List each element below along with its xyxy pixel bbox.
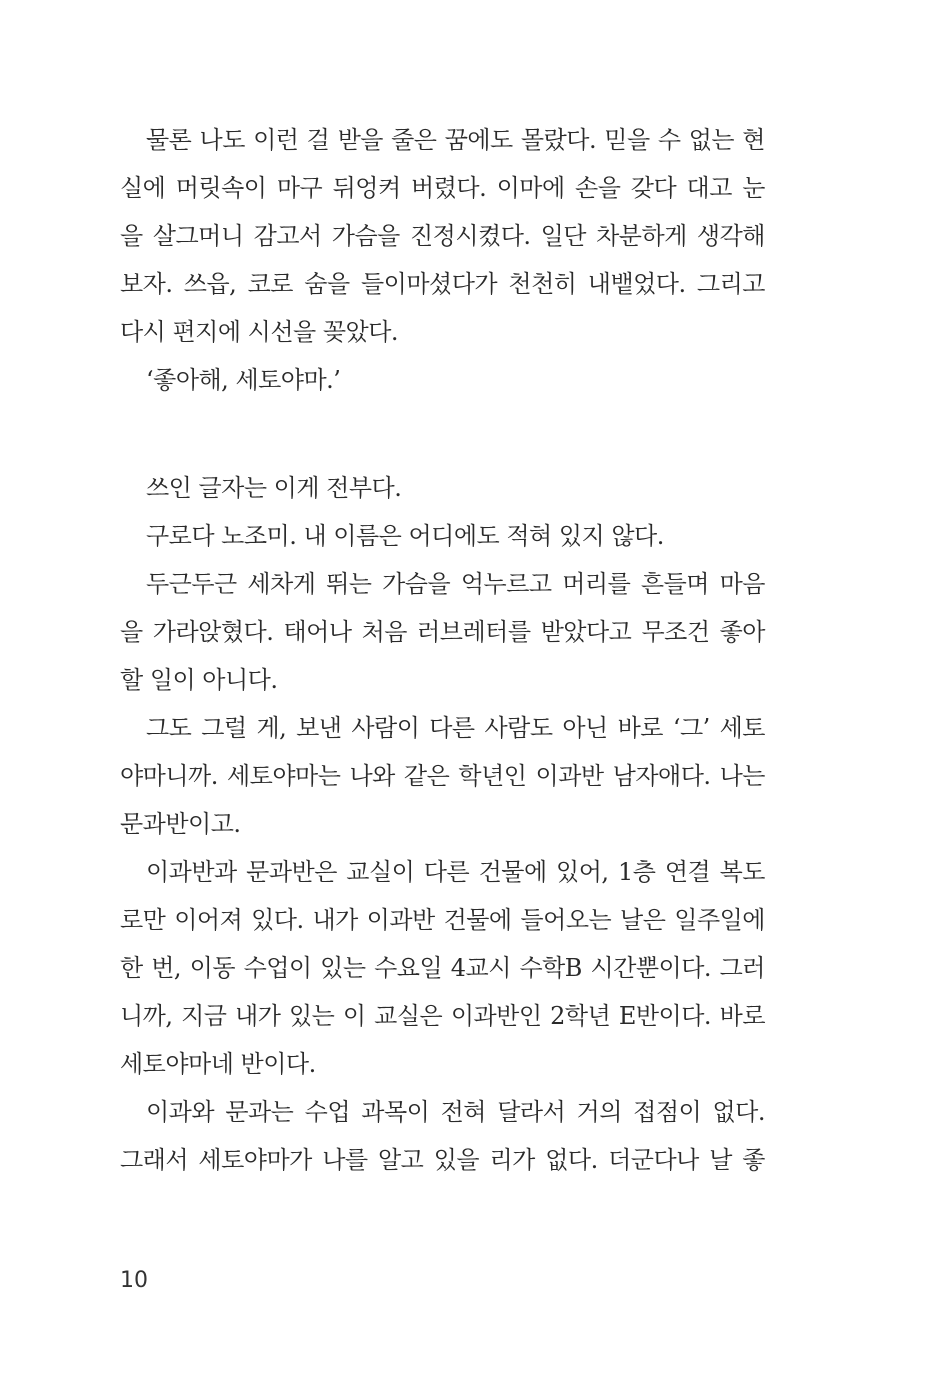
body-text bbox=[120, 116, 765, 1184]
text-line: 그래서 세토야마가 나를 알고 있을 리가 없다. 더군다나 날 좋 bbox=[120, 1146, 765, 1174]
text-line: 구로다 노조미. 내 이름은 어디에도 적혀 있지 않다. bbox=[146, 522, 664, 550]
text-line: 문과반이고. bbox=[120, 810, 241, 838]
page-number: 10 bbox=[120, 1268, 148, 1293]
text-line: 한 번, 이동 수업이 있는 수요일 4교시 수학B 시간뿐이다. 그러 bbox=[120, 954, 765, 982]
text-line: 세토야마네 반이다. bbox=[120, 1050, 316, 1078]
text-line: 이과와 문과는 수업 과목이 전혀 달라서 거의 접점이 없다. bbox=[146, 1098, 765, 1126]
text-line: 니까, 지금 내가 있는 이 교실은 이과반인 2학년 E반이다. 바로 bbox=[120, 1002, 765, 1030]
text-line: 보자. 쓰읍, 코로 숨을 들이마셨다가 천천히 내뱉었다. 그리고 bbox=[120, 270, 765, 298]
text-line: 을 살그머니 감고서 가슴을 진정시켰다. 일단 차분하게 생각해 bbox=[120, 222, 765, 250]
text-line: 다시 편지에 시선을 꽂았다. bbox=[120, 318, 399, 346]
text-line: 로만 이어져 있다. 내가 이과반 건물에 들어오는 날은 일주일에 bbox=[120, 906, 765, 934]
text-line: 야마니까. 세토야마는 나와 같은 학년인 이과반 남자애다. 나는 bbox=[120, 762, 765, 790]
quoted-letter-text: ‘좋아해, 세토야마.’ bbox=[146, 366, 341, 394]
text-line: 이과반과 문과반은 교실이 다른 건물에 있어, 1층 연결 복도 bbox=[146, 858, 765, 886]
text-line: 그도 그럴 게, 보낸 사람이 다른 사람도 아닌 바로 ‘그’ 세토 bbox=[146, 714, 765, 742]
text-line: 을 가라앉혔다. 태어나 처음 러브레터를 받았다고 무조건 좋아 bbox=[120, 618, 765, 646]
text-line: 두근두근 세차게 뛰는 가슴을 억누르고 머리를 흔들며 마음 bbox=[146, 570, 765, 598]
text-line: 물론 나도 이런 걸 받을 줄은 꿈에도 몰랐다. 믿을 수 없는 현 bbox=[146, 126, 765, 154]
text-line: 실에 머릿속이 마구 뒤엉켜 버렸다. 이마에 손을 갖다 대고 눈 bbox=[120, 174, 765, 202]
text-line: 할 일이 아니다. bbox=[120, 666, 278, 694]
section-gap bbox=[120, 404, 765, 464]
text-line: 쓰인 글자는 이게 전부다. bbox=[146, 474, 402, 502]
